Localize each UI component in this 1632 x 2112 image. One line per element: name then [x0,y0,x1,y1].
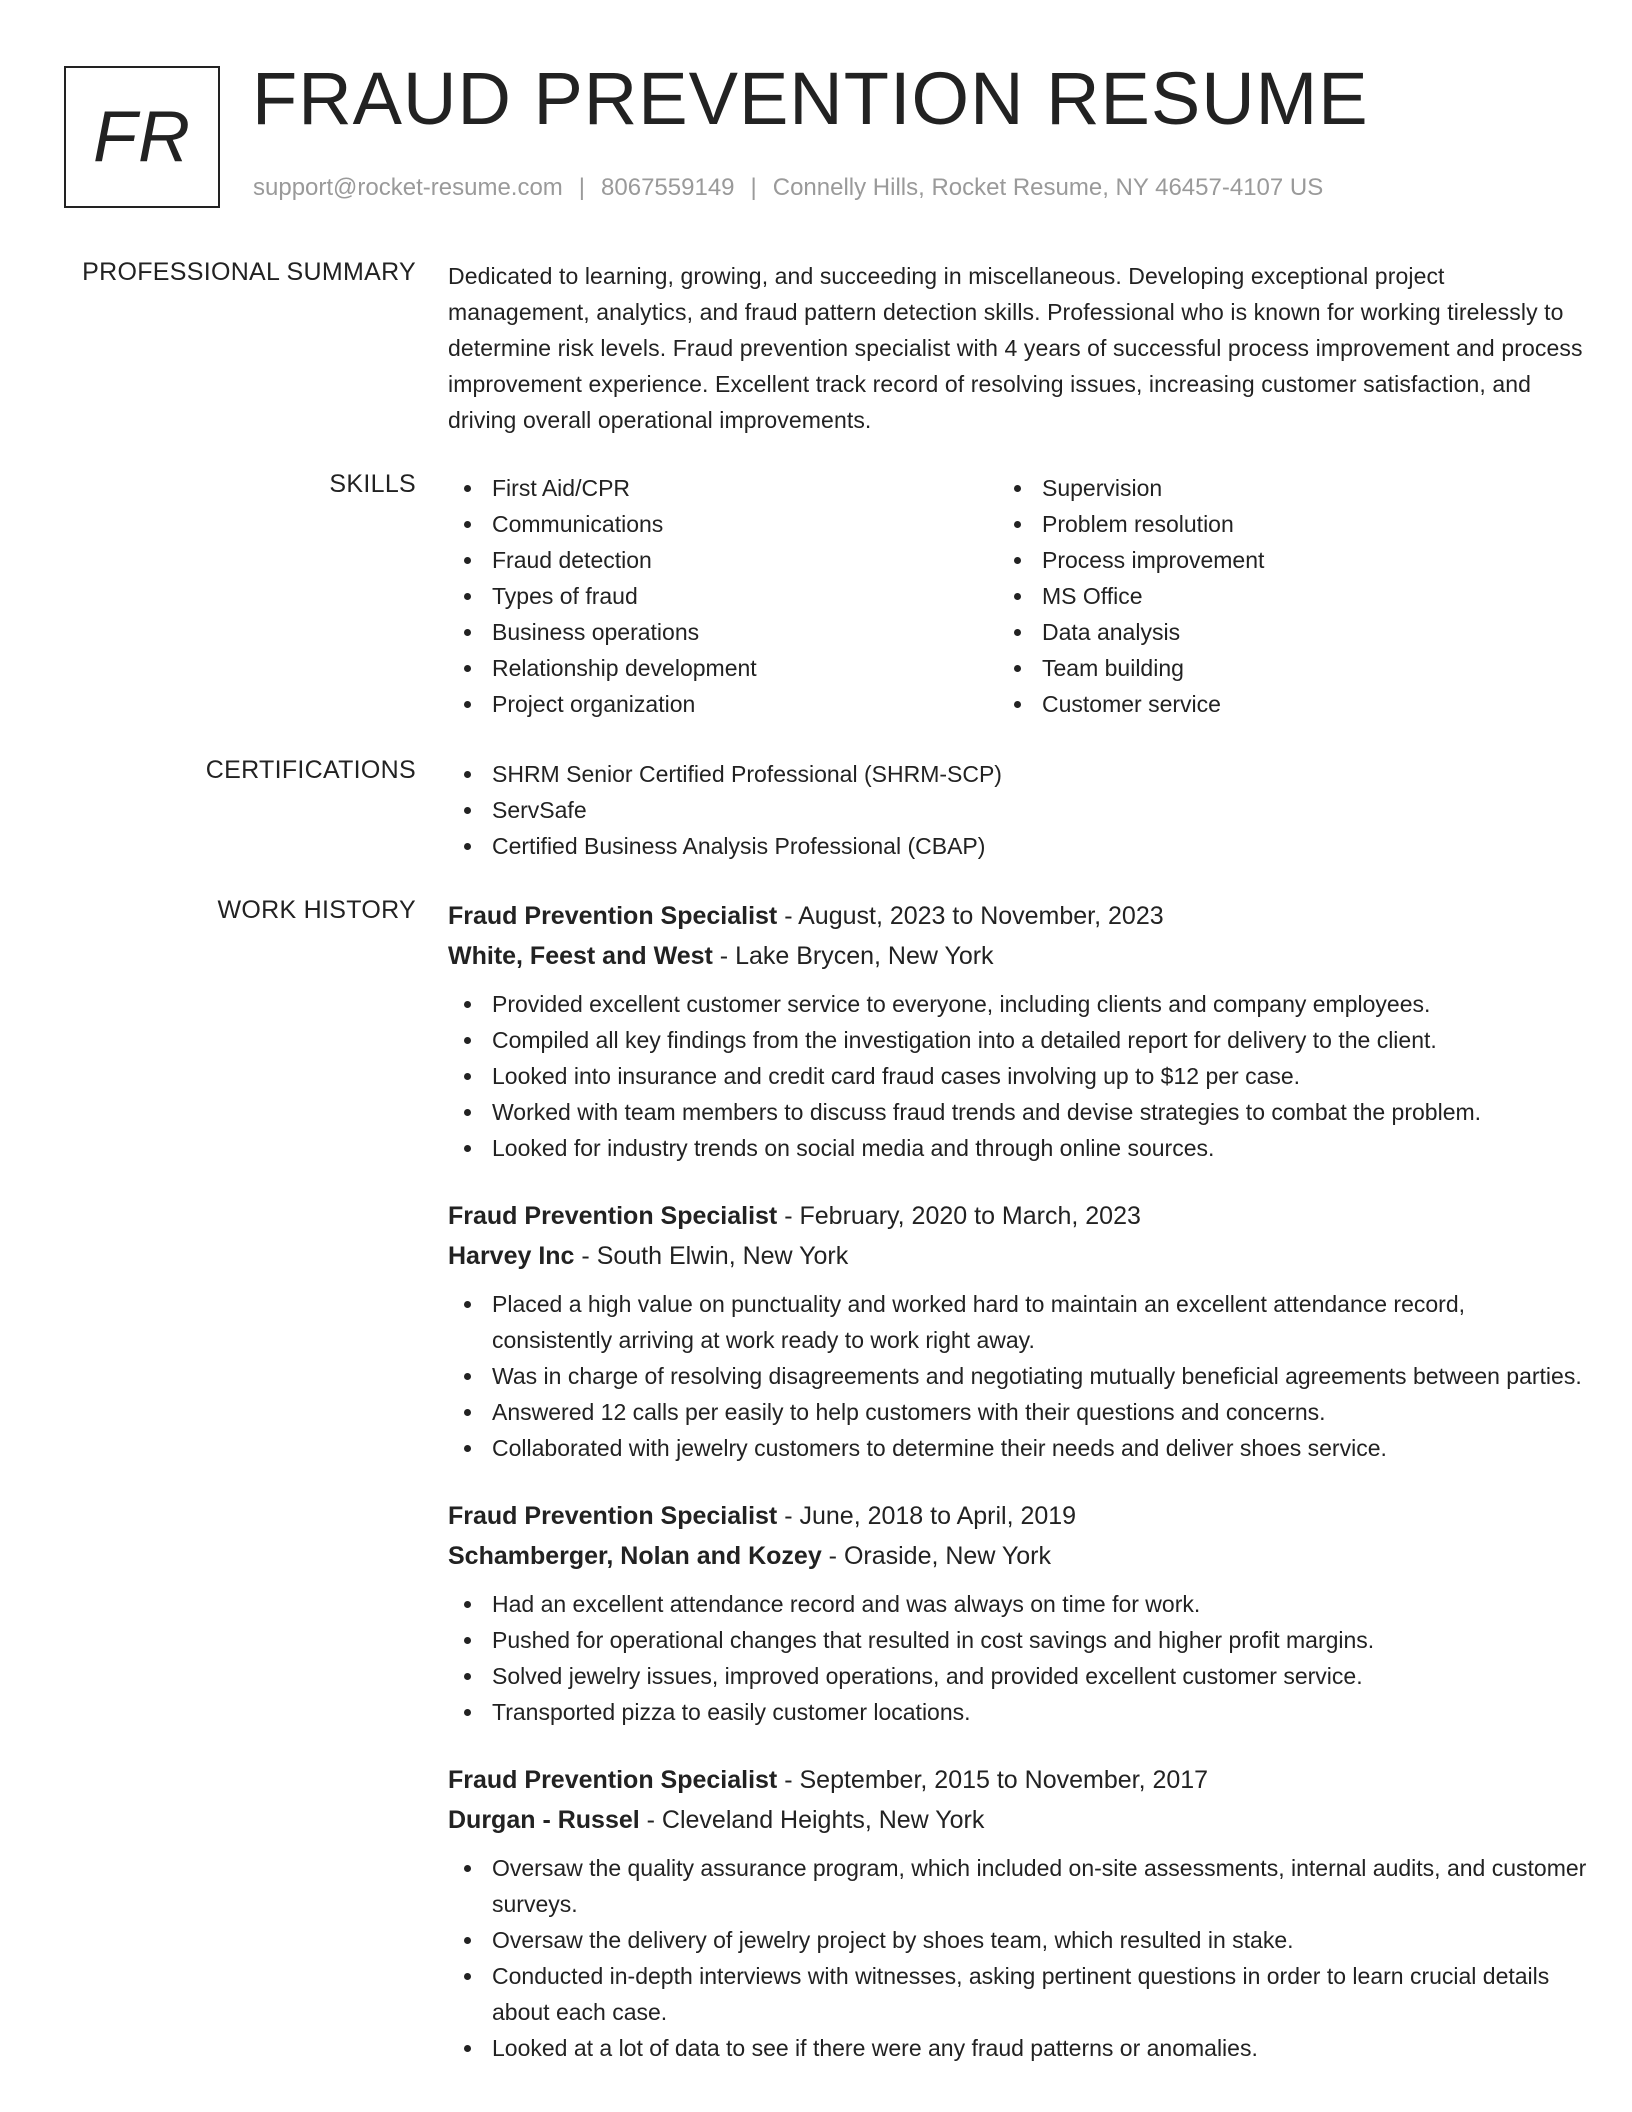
job-company-line [448,1800,1588,1840]
monogram-box [64,66,220,208]
job-title: Fraud Prevention Specialist [448,1502,778,1530]
job-dates: September, 2015 to November, 2017 [799,1766,1209,1794]
section-label-certifications: CERTIFICATIONS [205,756,416,784]
certification-item: Certified Business Analysis Professional (CBAP) [448,828,1588,864]
job-company-line [448,936,1588,976]
job-bullets [448,1850,1588,2066]
job-company: Schamberger, Nolan and Kozey [448,1542,822,1570]
job-title: Fraud Prevention Specialist [448,1202,778,1230]
skill-item: Supervision [998,470,1548,506]
skill-item: Customer service [998,686,1548,722]
job-bullet: Collaborated with jewelry customers to determine their needs and deliver shoes service. [448,1430,1588,1466]
job-title-line [448,1196,1588,1236]
skill-item: Business operations [448,614,998,650]
skill-item: First Aid/CPR [448,470,998,506]
job-company: White, Feest and West [448,942,713,970]
certification-item: ServSafe [448,792,1588,828]
contact-address: Connelly Hills, Rocket Resume, NY 46457-4107 US [772,174,1324,201]
job-bullet: Conducted in-depth interviews with witnesses, asking pertinent questions in order to learn crucial details about each case. [448,1958,1588,2030]
dash: - [574,1242,597,1270]
dash: - [777,1502,800,1530]
contact-separator: | [750,174,757,201]
job-dates: June, 2018 to April, 2019 [799,1502,1077,1530]
job-bullets [448,1586,1588,1730]
job-entry [448,1196,1588,1466]
job-entry [448,1496,1588,1730]
job-bullets [448,986,1588,1166]
contact-email: support@rocket-resume.com [253,174,563,201]
job-bullets [448,1286,1588,1466]
skill-item: Data analysis [998,614,1548,650]
resume-title: FRAUD PREVENTION RESUME [252,57,1369,140]
dash: - [712,942,736,970]
job-title-line [448,896,1588,936]
job-location: Lake Brycen, New York [735,942,994,970]
job-title: Fraud Prevention Specialist [448,1766,778,1794]
job-title-line [448,1760,1588,1800]
job-bullet: Answered 12 calls per easily to help customers with their questions and concerns. [448,1394,1588,1430]
skills-list-right [998,470,1548,722]
contact-phone: 8067559149 [601,174,735,201]
dash: - [777,1766,800,1794]
section-label-summary: PROFESSIONAL SUMMARY [82,258,416,286]
job-bullet: Provided excellent customer service to everyone, including clients and company employees. [448,986,1588,1022]
job-bullet: Looked at a lot of data to see if there were any fraud patterns or anomalies. [448,2030,1588,2066]
job-entry [448,1760,1588,2066]
job-dates: February, 2020 to March, 2023 [799,1202,1141,1230]
section-label-work-history: WORK HISTORY [217,896,416,924]
skill-item: Types of fraud [448,578,998,614]
job-bullet: Looked into insurance and credit card fraud cases involving up to $12 per case. [448,1058,1588,1094]
monogram-initials: FR [93,97,191,177]
job-bullet: Had an excellent attendance record and was always on time for work. [448,1586,1588,1622]
job-bullet: Transported pizza to easily customer locations. [448,1694,1588,1730]
dash: - [777,902,799,930]
job-entry [448,896,1588,1166]
job-company: Harvey Inc [448,1242,575,1270]
job-bullet: Compiled all key findings from the investigation into a detailed report for delivery to the client. [448,1022,1588,1058]
job-bullet: Oversaw the delivery of jewelry project by shoes team, which resulted in stake. [448,1922,1588,1958]
job-bullet: Placed a high value on punctuality and worked hard to maintain an excellent attendance record, consistently arriving at work ready to work right away. [448,1286,1588,1358]
skills-list-left [448,470,998,722]
section-label-skills: SKILLS [329,470,416,498]
skill-item: Project organization [448,686,998,722]
job-company: Durgan - Russel [448,1806,640,1834]
dash: - [821,1542,844,1570]
contact-separator: | [578,174,586,201]
job-bullet: Looked for industry trends on social media and through online sources. [448,1130,1588,1166]
job-bullet: Oversaw the quality assurance program, which included on-site assessments, internal audits, and customer surveys. [448,1850,1588,1922]
job-bullet: Worked with team members to discuss fraud trends and devise strategies to combat the problem. [448,1094,1588,1130]
skill-item: Process improvement [998,542,1548,578]
job-company-line [448,1236,1588,1276]
job-company-line [448,1536,1588,1576]
skill-item: Problem resolution [998,506,1548,542]
job-bullet: Pushed for operational changes that resulted in cost savings and higher profit margins. [448,1622,1588,1658]
skill-item: Communications [448,506,998,542]
job-location: Cleveland Heights, New York [661,1806,985,1834]
skill-item: Team building [998,650,1548,686]
dash: - [777,1202,800,1230]
summary-text: Dedicated to learning, growing, and succeeding in miscellaneous. Developing exceptional project management, analytics, and fraud pattern detection skills. Professional who is known for working tirelessly to determine risk levels. Fraud prevention specialist with 4 years of successful process improvement and process improvement experience. Excellent track record of resolving issues, increasing customer satisfaction, and driving overall operational improvements. [448,263,1583,433]
dash: - [639,1806,662,1834]
certifications-list [448,756,1588,864]
job-location: Oraside, New York [843,1542,1051,1570]
skill-item: Relationship development [448,650,998,686]
job-bullet: Was in charge of resolving disagreements and negotiating mutually beneficial agreements between parties. [448,1358,1588,1394]
job-title: Fraud Prevention Specialist [448,902,778,930]
contact-line [253,174,1323,202]
skill-item: MS Office [998,578,1548,614]
job-bullet: Solved jewelry issues, improved operations, and provided excellent customer service. [448,1658,1588,1694]
skill-item: Fraud detection [448,542,998,578]
job-dates: August, 2023 to November, 2023 [798,902,1164,930]
job-title-line [448,1496,1588,1536]
job-location: South Elwin, New York [596,1242,849,1270]
certification-item: SHRM Senior Certified Professional (SHRM-SCP) [448,756,1588,792]
